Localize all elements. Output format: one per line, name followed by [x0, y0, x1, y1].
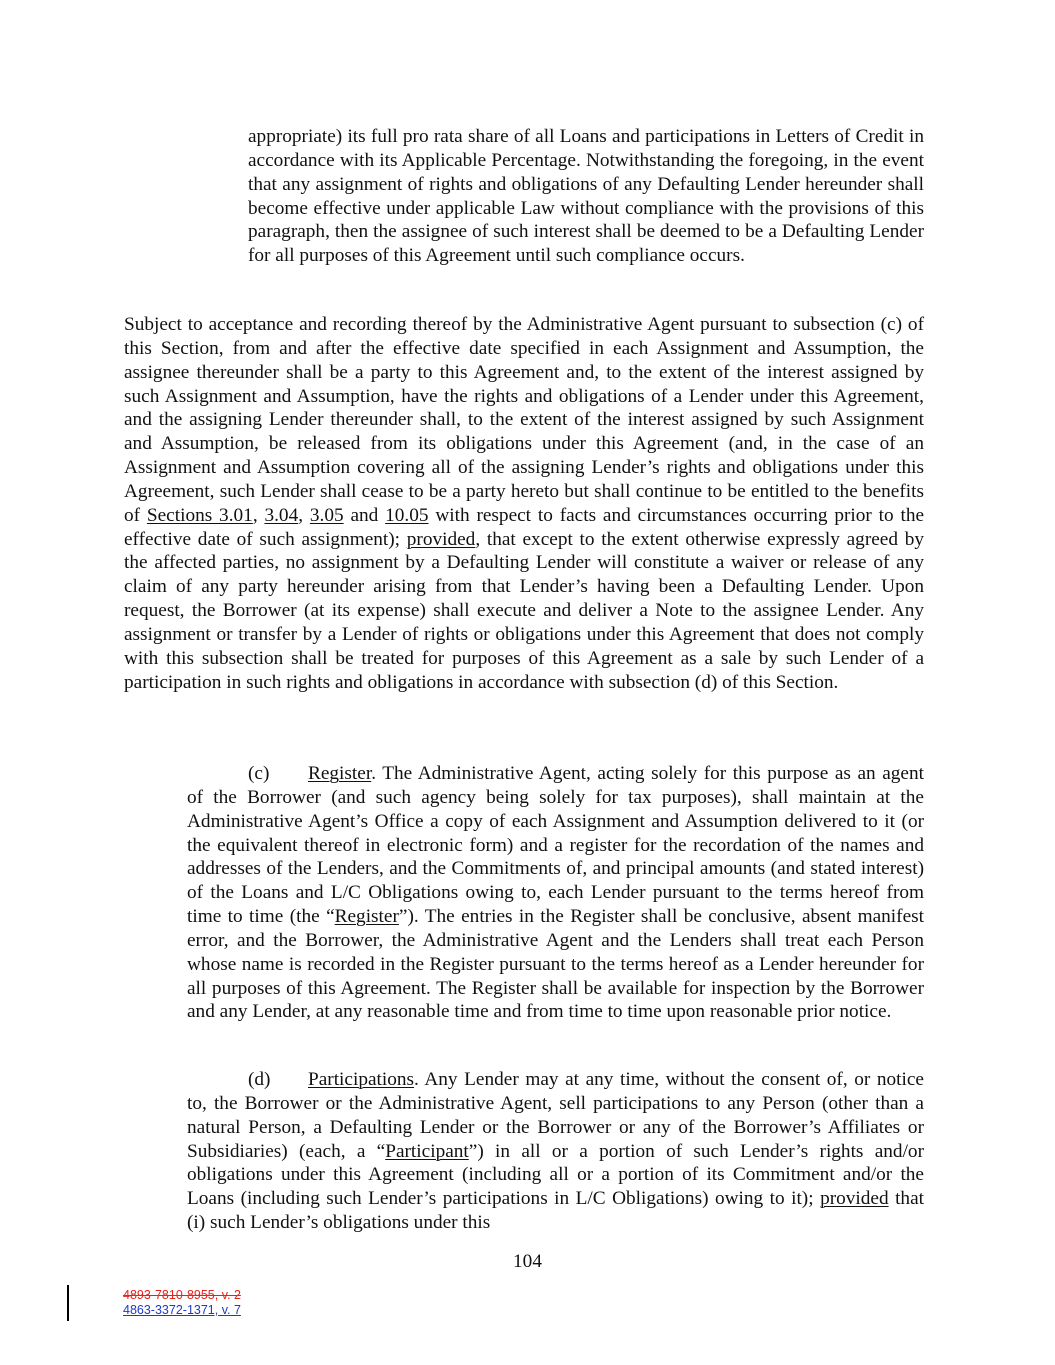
section-heading: Participations — [308, 1069, 415, 1090]
deleted-document-id: 4893-7810-8955, v. 2 — [123, 1288, 241, 1302]
continued-paragraph — [248, 125, 924, 268]
register-section — [187, 762, 924, 1024]
provided-term: provided — [406, 528, 476, 550]
body-text: with respect to facts and circumstances occurring prior to the effective date of such assignment); — [124, 504, 925, 550]
section-label: (d) — [248, 1069, 271, 1090]
body-text: ”) in all or a portion of such Lender’s rights and/or obligations under this Agreement (including all or a portion of its Commitment and/or the Loans (including such Lender’s participations in L/C Obligations) owing to it); — [187, 1140, 924, 1210]
separator-text: , — [252, 504, 265, 526]
continued-paragraph-text: appropriate) its full pro rata share of all Loans and participations in Letters of Credit in accordance with its Applicable Percentage. Notwithstanding the foregoing, in the event that any assignment of rights and obligations of any Defaulting Lender hereunder shall become effective under applicable Law without compliance with the provisions of this paragraph, then the assignee of such interest shall be deemed to be a Defaulting Lender for all purposes of this Agreement until such compliance occurs. — [248, 126, 924, 267]
provided-term: provided — [820, 1188, 889, 1210]
section-reference-link[interactable]: 3.05 — [309, 504, 344, 526]
section-heading: Register — [308, 763, 372, 784]
body-text: Subject to acceptance and recording thereof by the Administrative Agent pursuant to subsection (c) of this Section, from and after the effective date specified in each Assignment and Assumption, the assignee thereunder shall be a party to this Agreement and, to the extent of the interest assigned by such Assignment and Assumption, have the rights and obligations of a Lender under this Agreement, and the assigning Lender thereunder shall, to the extent of the interest assigned by such Assignment and Assumption, be released from its obligations under this Agreement (and, in the case of an Assignment and Assumption covering all of the assigning Lender’s rights and obligations under this Agreement, such Lender shall cease to be a party hereto but shall continue to be entitled to the benefits of — [124, 314, 924, 526]
body-text: , that except to the extent otherwise expressly agreed by the affected parties, no assignment by a Defaulting Lender will constitute a waiver or release of any claim of any party hereunder arising from that Lender’s having been a Defaulting Lender. Upon request, the Borrower (at its expense) shall execute and deliver a Note to the assignee Lender. Any assignment or transfer by a Lender of rights or obligations under this Agreement that does not comply with this subsection shall be treated for purposes of this Agreement as a sale by such Lender of a participation in such rights and obligations in accordance with subsection (d) of this Section. — [124, 528, 924, 693]
separator-text: and — [343, 504, 386, 526]
defined-term: Participant — [385, 1140, 469, 1162]
section-label: (c) — [248, 763, 270, 784]
defined-term: Register — [334, 906, 399, 928]
separator-text: , — [298, 504, 310, 526]
body-text: ”). The entries in the Register shall be conclusive, absent manifest error, and the Borrower, the Administrative Agent and the Lenders shall treat each Person whose name is recorded in the Register pursuant to the terms hereof as a Lender hereunder for all purposes of this Agreement. The Register shall be available for inspection by the Borrower and any Lender, at any reasonable time and from time to time upon reasonable prior notice. — [187, 906, 924, 1023]
body-text: . Any Lender may at any time, without the consent of, or notice to, the Borrower or the Administrative Agent, sell participations to any Person (other than a natural Person, a Defaulting Lender or the Borrower or any of the Borrower’s Affiliates or Subsidiaries) (each, a “ — [187, 1069, 924, 1162]
body-text: . The Administrative Agent, acting solely for this purpose as an agent of the Borrower (and such agency being solely for tax purposes), shall maintain at the Administrative Agent’s Office a copy of each Assignment and Assumption delivered to it (or the equivalent thereof in electronic form) and a register for the recordation of the names and addresses of the Lenders, and the Commitments of, and principal amounts (and stated interest) of the Loans and L/C Obligations owing to, each Lender pursuant to the terms hereof from time to time (the “ — [187, 763, 924, 928]
page-number: 104 — [513, 1251, 542, 1272]
inserted-document-id: 4863-3372-1371, v. 7 — [123, 1303, 241, 1317]
section-reference-link[interactable]: Sections 3.01 — [146, 504, 253, 526]
assignment-effect-paragraph — [124, 313, 924, 695]
section-reference-link[interactable]: 3.04 — [264, 504, 299, 526]
body-text: that (i) such Lender’s obligations under this — [187, 1188, 924, 1234]
revision-change-bar — [67, 1285, 69, 1321]
section-reference-link[interactable]: 10.05 — [385, 504, 429, 526]
participations-section — [187, 1068, 924, 1235]
